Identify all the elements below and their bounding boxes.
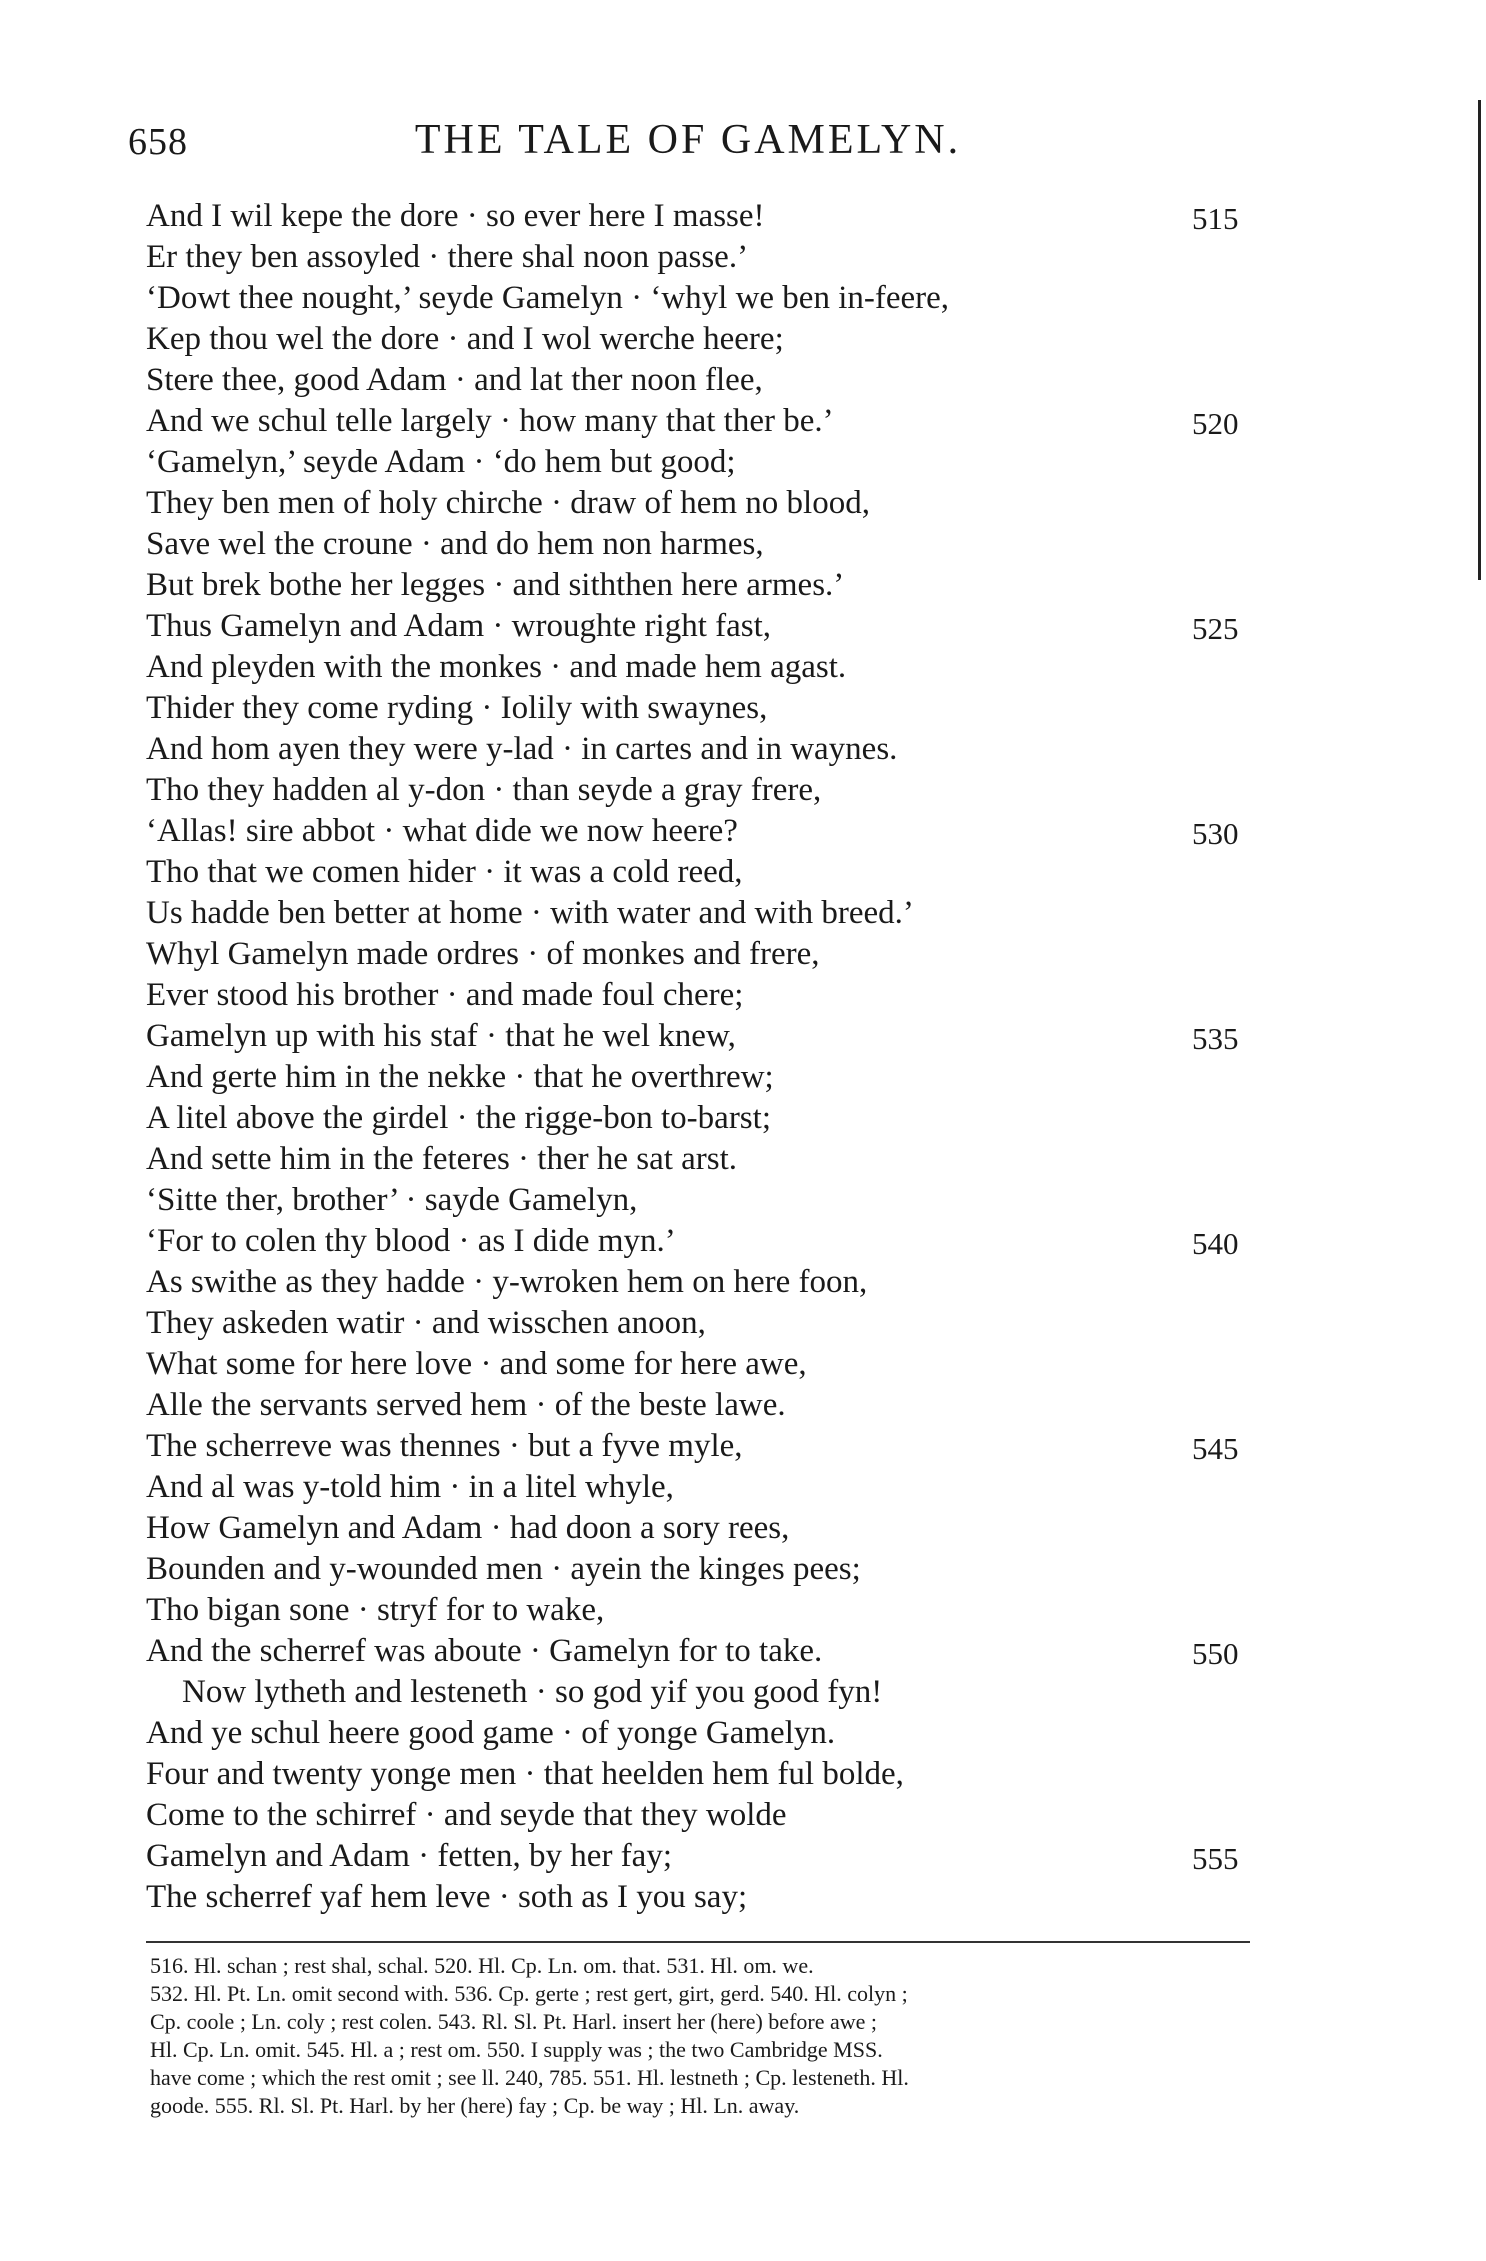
verse-line (146, 1590, 1266, 1631)
verse-line (146, 524, 1266, 565)
verse-line (146, 1303, 1266, 1344)
verse-line (146, 1713, 1266, 1754)
verse-line (146, 770, 1266, 811)
verse-line (146, 1795, 1266, 1836)
verse-text: Thus Gamelyn and Adam · wroughte right fast, (146, 608, 772, 644)
verse-line (146, 647, 1266, 688)
verse-text: ‘Gamelyn,’ seyde Adam · ‘do hem but good; (146, 444, 736, 480)
verse-line (146, 401, 1266, 442)
verse-line (146, 1385, 1266, 1426)
verse-text: They ben men of holy chirche · draw of hem no blood, (146, 485, 870, 521)
verse-text: Now lytheth and lesteneth · so god yif you good fyn! (182, 1674, 883, 1710)
verse-text: A litel above the girdel · the rigge-bon to-barst; (146, 1100, 771, 1136)
line-number: 520 (1192, 406, 1239, 441)
verse-text: ‘Dowt thee nought,’ seyde Gamelyn · ‘whyl we ben in-feere, (146, 280, 950, 316)
verse-text: ‘Sitte ther, brother’ · sayde Gamelyn, (146, 1182, 638, 1218)
verse-line (146, 1098, 1266, 1139)
verse-text: Whyl Gamelyn made ordres · of monkes and frere, (146, 936, 820, 972)
page-header (128, 116, 1248, 176)
verse-line (146, 319, 1266, 360)
footnote-line: have come ; which the rest omit ; see ll. 240, 785. 551. Hl. lestneth ; Cp. lesteneth. Hl. (150, 2065, 909, 2090)
verse-line (146, 1262, 1266, 1303)
verse-text: And al was y-told him · in a litel whyle, (146, 1469, 674, 1505)
verse-line (146, 237, 1266, 278)
verse-line (146, 565, 1266, 606)
line-number: 535 (1192, 1021, 1239, 1056)
verse-text: Four and twenty yonge men · that heelden hem ful bolde, (146, 1756, 904, 1792)
running-title: THE TALE OF GAMELYN. (414, 117, 962, 163)
page-number: 658 (128, 121, 188, 163)
footnote-line: Hl. Cp. Ln. omit. 545. Hl. a ; rest om. 550. I supply was ; the two Cambridge MSS. (150, 2037, 883, 2062)
verse-text: Save wel the croune · and do hem non harmes, (146, 526, 764, 562)
footnote-rule (146, 1941, 1250, 1943)
verse-text: Bounden and y-wounded men · ayein the kinges pees; (146, 1551, 861, 1587)
verse-line (146, 934, 1266, 975)
line-number: 545 (1192, 1431, 1239, 1466)
verse-text: How Gamelyn and Adam · had doon a sory rees, (146, 1510, 790, 1546)
verse-text: Gamelyn and Adam · fetten, by her fay; (146, 1838, 672, 1874)
verse-line (146, 1672, 1266, 1713)
verse-text: And sette him in the feteres · ther he sat arst. (146, 1141, 738, 1177)
verse-text: And gerte him in the nekke · that he overthrew; (146, 1059, 774, 1095)
verse-line (146, 729, 1266, 770)
verse-text: Tho bigan sone · stryf for to wake, (146, 1592, 605, 1628)
footnote-line: 516. Hl. schan ; rest shal, schal. 520. Hl. Cp. Ln. om. that. 531. Hl. om. we. (150, 1953, 814, 1978)
verse-line (146, 1344, 1266, 1385)
poem-body (146, 196, 1266, 1918)
verse-text: Tho they hadden al y-don · than seyde a gray frere, (146, 772, 822, 808)
verse-text: They askeden watir · and wisschen anoon, (146, 1305, 706, 1341)
footnote-line: goode. 555. Rl. Sl. Pt. Harl. by her (here) fay ; Cp. be way ; Hl. Ln. away. (150, 2093, 800, 2118)
verse-line (146, 1549, 1266, 1590)
verse-text: And the scherref was aboute · Gamelyn for to take. (146, 1633, 823, 1669)
page-edge-shadow (1478, 100, 1481, 580)
verse-text: Er they ben assoyled · there shal noon passe.’ (146, 239, 749, 275)
verse-text: Tho that we comen hider · it was a cold reed, (146, 854, 743, 890)
verse-line (146, 1016, 1266, 1057)
verse-line (146, 483, 1266, 524)
verse-text: As swithe as they hadde · y-wroken hem on here foon, (146, 1264, 868, 1300)
verse-line (146, 1057, 1266, 1098)
verse-line (146, 1221, 1266, 1262)
verse-text: Alle the servants served hem · of the beste lawe. (146, 1387, 786, 1423)
verse-text: And pleyden with the monkes · and made hem agast. (146, 649, 847, 685)
line-number: 515 (1192, 201, 1239, 236)
verse-line (146, 1836, 1266, 1877)
line-number: 530 (1192, 816, 1239, 851)
verse-line (146, 811, 1266, 852)
verse-text: ‘For to colen thy blood · as I dide myn.’ (146, 1223, 676, 1259)
verse-line (146, 1180, 1266, 1221)
verse-text: But brek bothe her legges · and siththen here armes.’ (146, 567, 845, 603)
footnote-line: 532. Hl. Pt. Ln. omit second with. 536. Cp. gerte ; rest gert, girt, gerd. 540. Hl. colyn ; (150, 1981, 908, 2006)
verse-text: The scherref yaf hem leve · soth as I you say; (146, 1879, 748, 1915)
verse-line (146, 1631, 1266, 1672)
verse-text: And hom ayen they were y-lad · in cartes and in waynes. (146, 731, 898, 767)
verse-text: Thider they come ryding · Iolily with swaynes, (146, 690, 768, 726)
verse-text: And we schul telle largely · how many that ther be.’ (146, 403, 834, 439)
verse-text: What some for here love · and some for here awe, (146, 1346, 807, 1382)
verse-line (146, 1877, 1266, 1918)
verse-line (146, 442, 1266, 483)
line-number: 555 (1192, 1841, 1239, 1876)
verse-line (146, 1754, 1266, 1795)
verse-line (146, 893, 1266, 934)
line-number: 540 (1192, 1226, 1239, 1261)
verse-line (146, 975, 1266, 1016)
verse-text: Gamelyn up with his staf · that he wel knew, (146, 1018, 736, 1054)
verse-line (146, 278, 1266, 319)
verse-text: Kep thou wel the dore · and I wol werche heere; (146, 321, 784, 357)
verse-line (146, 1467, 1266, 1508)
footnotes (150, 1952, 1250, 2120)
verse-text: Stere thee, good Adam · and lat ther noon flee, (146, 362, 763, 398)
verse-line (146, 688, 1266, 729)
verse-line (146, 196, 1266, 237)
verse-line (146, 1426, 1266, 1467)
verse-line (146, 360, 1266, 401)
footnote-line: Cp. coole ; Ln. coly ; rest colen. 543. Rl. Sl. Pt. Harl. insert her (here) before awe ; (150, 2009, 878, 2034)
line-number: 525 (1192, 611, 1239, 646)
verse-line (146, 852, 1266, 893)
verse-text: And ye schul heere good game · of yonge Gamelyn. (146, 1715, 836, 1751)
verse-text: Us hadde ben better at home · with water and with breed.’ (146, 895, 914, 931)
verse-line (146, 1508, 1266, 1549)
verse-text: ‘Allas! sire abbot · what dide we now heere? (146, 813, 738, 849)
verse-line (146, 606, 1266, 647)
verse-text: Come to the schirref · and seyde that they wolde (146, 1797, 787, 1833)
verse-line (146, 1139, 1266, 1180)
verse-text: Ever stood his brother · and made foul chere; (146, 977, 744, 1013)
verse-text: The scherreve was thennes · but a fyve myle, (146, 1428, 743, 1464)
line-number: 550 (1192, 1636, 1239, 1671)
verse-text: And I wil kepe the dore · so ever here I masse! (146, 198, 765, 234)
